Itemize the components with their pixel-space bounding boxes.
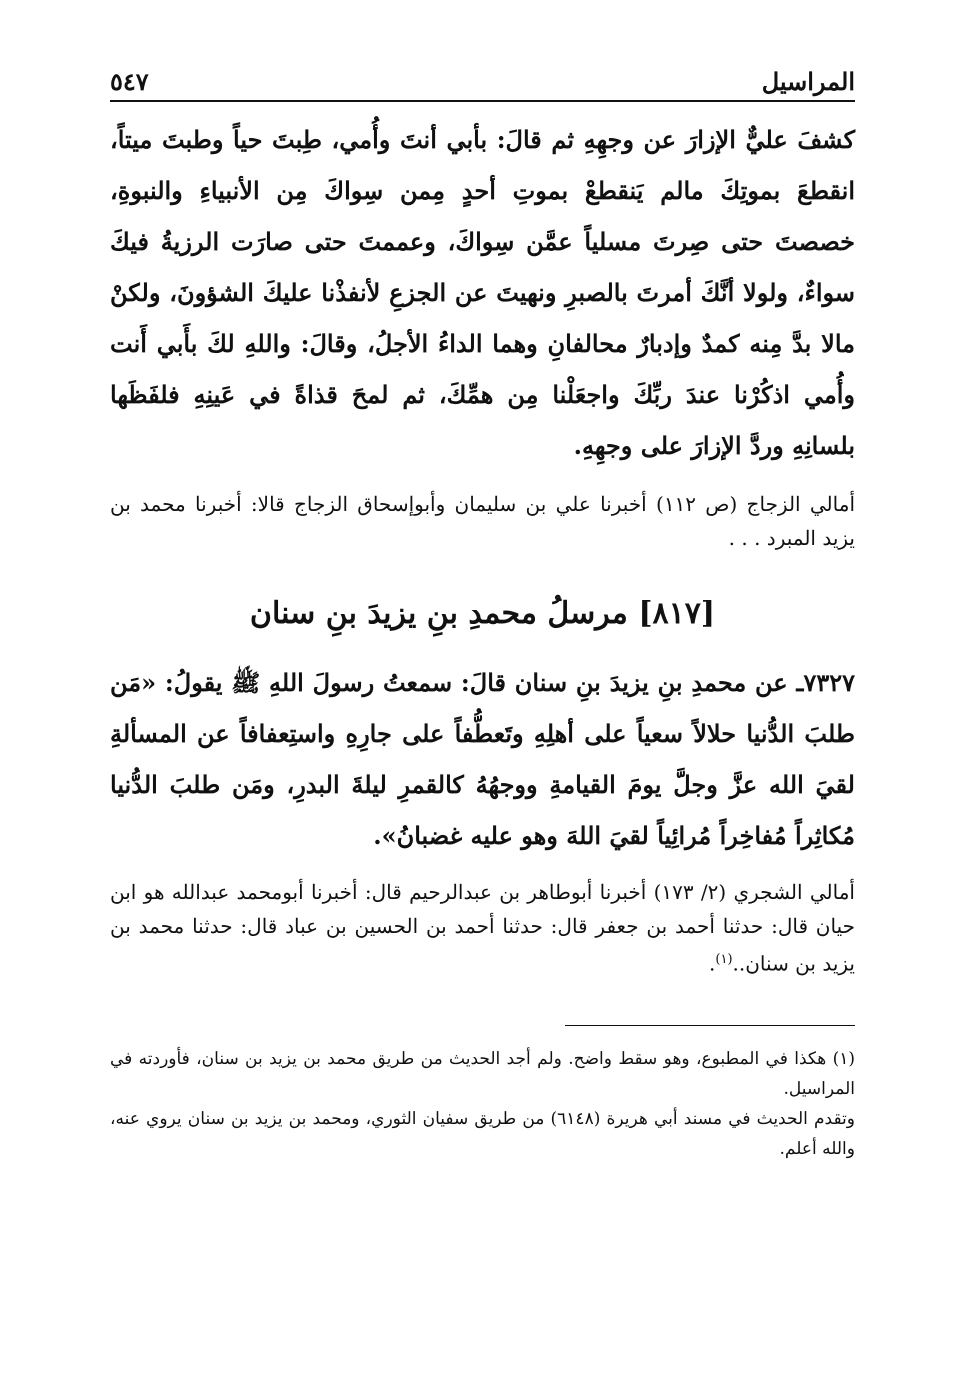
section-heading: [٨١٧] مرسلُ محمدِ بنِ يزيدَ بنِ سنان xyxy=(249,596,716,631)
source-reference-text: أمالي الشجري (٢/ ١٧٣) أخبرنا أبوطاهر بن عبدالرحيم قال: أخبرنا أبومحمد عبدالله هو ابن حيان قال: حدثنا أحمد بن جعفر قال: حدثنا أحمد بن الحسين بن عباد قال: حدثنا محمد بن يزيد بن سنان.. xyxy=(110,880,855,976)
hadith-text: ٧٣٢٧ـ عن محمدِ بنِ يزيدَ بنِ سنان قالَ: سمعتُ رسولَ اللهِ ﷺ يقولُ: «مَن طلبَ الدُّنيا حلالاً سعياً على أهلِهِ وتَعطُّفاً على جارِهِ واستِعفافاً عن المسألةِ لقيَ الله عزَّ وجلَّ يومَ القيامةِ ووجهُهُ كالقمرِ ليلةَ البدرِ، ومَن طلبَ الدُّنيا مُكاثِراً مُفاخِراً مُرائِياً لقيَ اللهَ وهو عليه غضبانُ». xyxy=(110,668,855,850)
book-page xyxy=(110,58,855,1164)
page-number: ٥٤٧ xyxy=(110,67,149,96)
footnotes xyxy=(110,1044,855,1164)
source-reference: أمالي الزجاج (ص ١١٢) أخبرنا علي بن سليمان وأبوإسحاق الزجاج قالا: أخبرنا محمد بن يزيد المبرد . . . xyxy=(110,492,856,550)
running-title: المراسيل xyxy=(761,67,855,96)
footnote-line: (١) هكذا في المطبوع، وهو سقط واضح. ولم أجد الحديث من طريق محمد بن يزيد بن سنان، فأوردته في المراسيل. xyxy=(110,1048,855,1099)
footnote-marker: (١) xyxy=(715,952,733,967)
page-header xyxy=(110,58,855,102)
source-reference-second: أمالي الشجري (٢/ ١٧٣) أخبرنا أبوطاهر بن عبدالرحيم قال: أخبرنا أبومحمد عبدالله هو ابن حيان قال: حدثنا أحمد بن جعفر قال: حدثنا أحمد بن الحسين بن عباد قال: حدثنا محمد بن يزيد بن سنان..$^{(١)}$. xyxy=(110,880,855,976)
footnote-line: وتقدم الحديث في مسند أبي هريرة (٦١٤٨) من طريق سفيان الثوري، ومحمد بن يزيد بن سنان يروي عنه، والله أعلم. xyxy=(110,1108,855,1159)
hadith-text-continuation: كشفَ عليٌّ الإزارَ عن وجهِهِ ثم قالَ: بأبي أنتَ وأُمي، طِبتَ حياً وطبتَ ميتاً، انقطعَ بموتِكَ مالم يَنقطعْ بموتِ أحدٍ مِمن سِواكَ مِن الأنبياءِ والنبوةِ، خصصتَ حتى صِرتَ مسلياً عمَّن سِواكَ، وعممتَ حتى صارَت الرزيةُ فيكَ سواءٌ، ولولا أنَّكَ أمرتَ بالصبرِ ونهيتَ عن الجزعِ لأنفذْنا عليكَ الشؤونَ، ولكنْ مالا بدَّ مِنه كمدٌ وإدبارٌ محالفانِ وهما الداءُ الأجلُ، وقالَ: واللهِ لكَ بأَبي أَنت وأُمي اذكُرْنا عندَ ربِّكَ واجعَلْنا مِن همِّكَ، ثم لمحَ قذاةً في عَينِهِ فلفَظَها بلسانِهِ وردَّ الإزارَ على وجهِهِ. xyxy=(110,125,855,460)
footnote-separator xyxy=(565,1025,855,1026)
